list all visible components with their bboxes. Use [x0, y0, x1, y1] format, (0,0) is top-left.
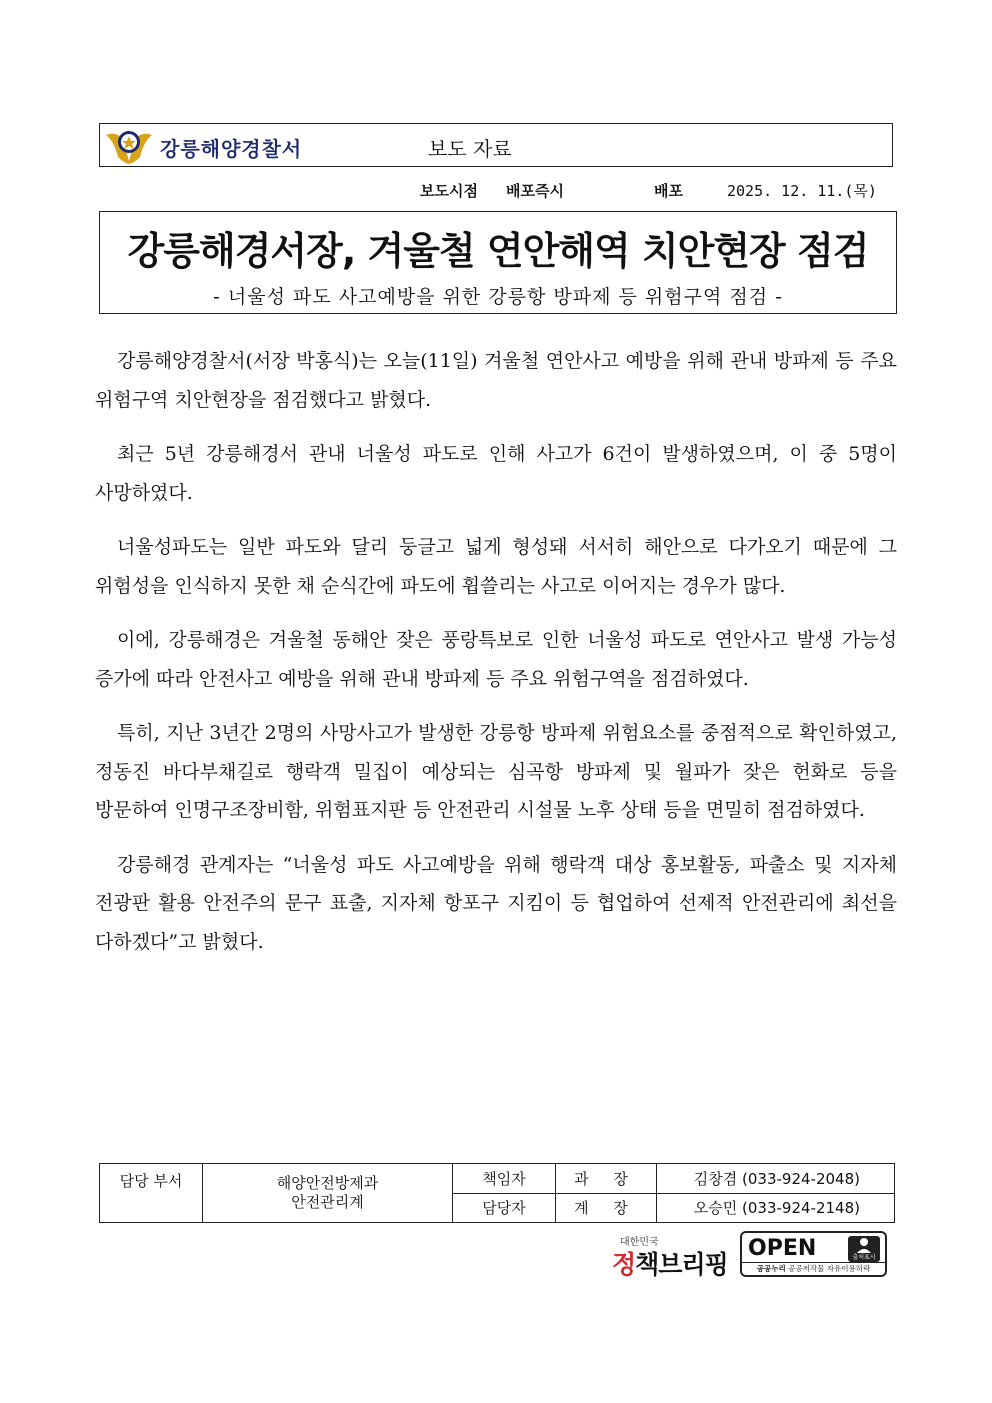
article-body [95, 342, 897, 977]
main-title: 강릉해경서장, 겨울철 연안해역 치안현장 점검 [127, 229, 869, 273]
attribution-label: 출처표시 [852, 1254, 876, 1261]
open-footer-bold: 공공누리 [756, 1264, 786, 1273]
open-license-badge [740, 1231, 887, 1277]
paragraph: 이에, 강릉해경은 겨울철 동해안 잦은 풍랑특보로 인한 너울성 파도로 연안사고 발생 가능성 증가에 따라 안전사고 예방을 위해 관내 방파제 등 주요 위험구역을 점검하였다. [95, 629, 897, 690]
distribution-label: 배포 [654, 182, 683, 200]
release-time-label: 보도시점 [420, 182, 478, 200]
position-cell: 과 장 [556, 1164, 657, 1194]
title-box [99, 211, 897, 314]
org-name: 강릉해양경찰서 [160, 137, 303, 161]
open-text: OPEN [748, 1236, 817, 1261]
paragraph: 강릉해양경찰서(서장 박홍식)는 오늘(11일) 겨울철 연안사고 예방을 위해 관내 방파제 등 주요 위험구역 치안현장을 점검했다고 밝혔다. [95, 350, 897, 411]
contact-table [99, 1163, 895, 1223]
policy-big-text [612, 1245, 728, 1281]
dept-name [203, 1164, 453, 1223]
table-row [100, 1164, 895, 1194]
doc-type-label: 보도 자료 [428, 137, 512, 161]
role-cell: 책임자 [453, 1164, 556, 1194]
sub-title: - 너울성 파도 사고예방을 위한 강릉항 방파제 등 위험구역 점검 - [213, 286, 783, 308]
release-timing: 배포즉시 [506, 182, 564, 200]
open-footer-text: 공공저작물 자유이용허락 [788, 1264, 871, 1273]
dept-line-2: 안전관리계 [291, 1193, 364, 1211]
header-box [99, 123, 893, 167]
policy-small-text: 대한민국 [620, 1237, 659, 1248]
release-info [420, 180, 880, 202]
policy-accent: 정 [612, 1250, 636, 1279]
paragraph: 최근 5년 강릉해경서 관내 너울성 파도로 인해 사고가 6건이 발생하였으며, 이 중 5명이 사망하였다. [95, 443, 897, 504]
role-cell: 담당자 [453, 1193, 556, 1223]
dept-line-1: 해양안전방제과 [276, 1174, 379, 1192]
policy-rest: 책브리핑 [635, 1250, 728, 1279]
paragraph: 특히, 지난 3년간 2명의 사망사고가 발생한 강릉항 방파제 위험요소를 중점적으로 확인하였고, 정동진 바다부채길로 행락객 밀집이 예상되는 심곡항 방파제 및 월파가 잦은 헌화로 등을 방문하여 인명구조장비함, 위험표지판 등 안전관리 시설물 노후 상태 등을 면밀히 점검하였다. [95, 722, 897, 821]
dept-label: 담당 부서 [100, 1164, 203, 1223]
police-emblem-icon [104, 127, 154, 165]
release-date: 2025. 12. 11.(목) [727, 182, 877, 200]
attribution-icon [848, 1236, 880, 1262]
contact-cell: 김창겸 (033-924-2048) [657, 1164, 895, 1194]
contact-cell: 오승민 (033-924-2148) [657, 1193, 895, 1223]
open-footer [742, 1262, 885, 1275]
paragraph: 너울성파도는 일반 파도와 달리 둥글고 넓게 형성돼 서서히 해안으로 다가오기 때문에 그 위험성을 인식하지 못한 채 순식간에 파도에 휩쓸리는 사고로 이어지는 경우가 많다. [95, 536, 897, 597]
policy-briefing-logo [612, 1231, 732, 1279]
position-cell: 계 장 [556, 1193, 657, 1223]
paragraph: 강릉해경 관계자는 “너울성 파도 사고예방을 위해 행락객 대상 홍보활동, 파출소 및 지자체 전광판 활용 안전주의 문구 표출, 지자체 항포구 지킴이 등 협업하여 선제적 안전관리에 최선을 다하겠다”고 밝혔다. [95, 853, 897, 953]
